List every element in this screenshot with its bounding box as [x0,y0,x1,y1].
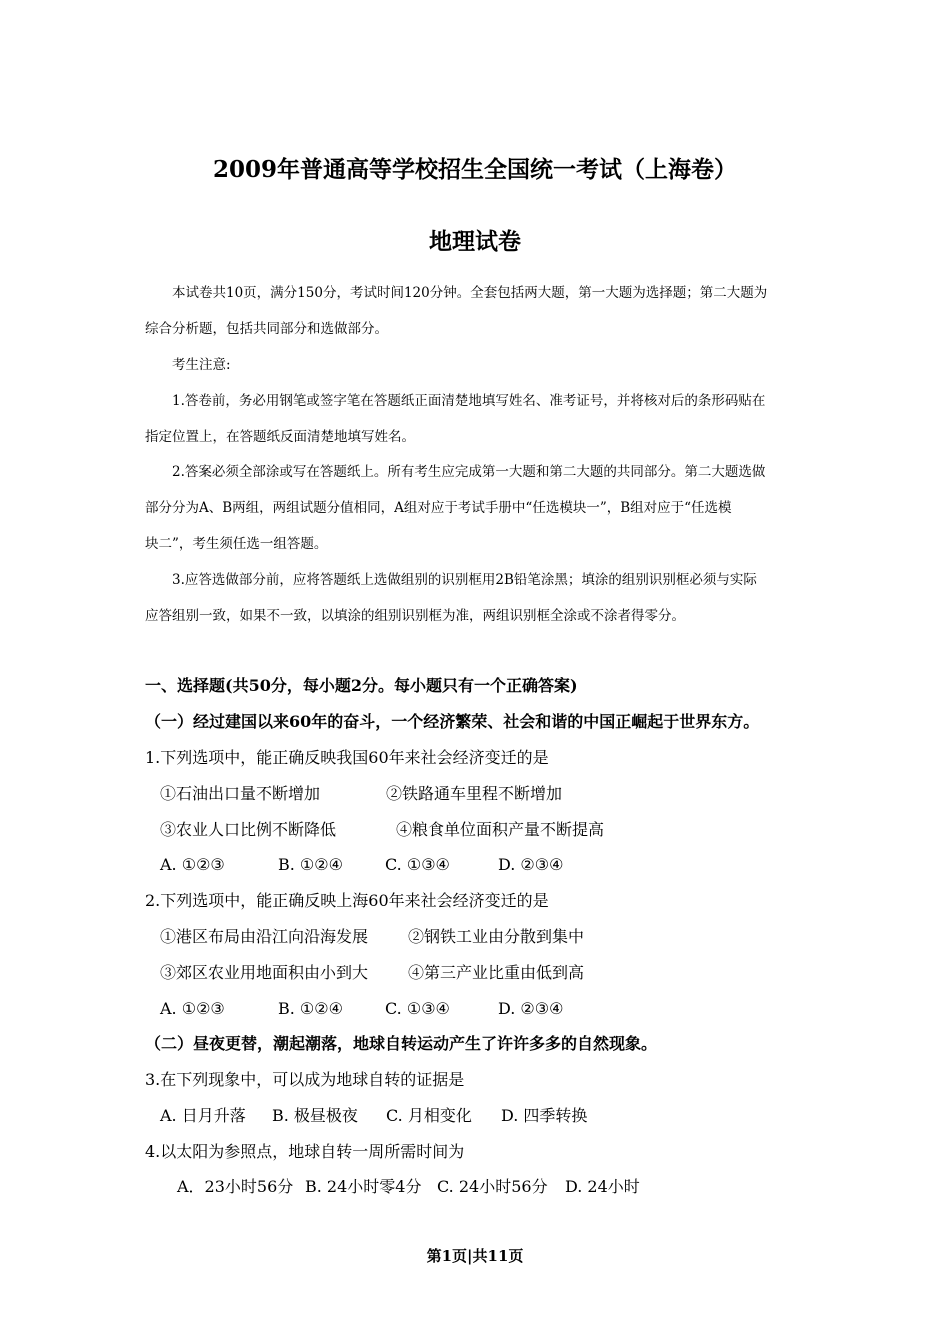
notice-item: 指定位置上，在答题纸反面清楚地填写姓名。 [145,429,415,445]
answer-option-b: B. ①②④ [278,999,343,1018]
statement-option: ①港区布局由沿江向沿海发展 [160,927,369,946]
answer-option-d: D. ②③④ [498,999,564,1018]
statement-option: ③郊区农业用地面积由小到大 [160,963,369,982]
notice-item: 2.答案必须全部涂或写在答题纸上。所有考生应完成第一大题和第二大题的共同部分。第二大题选做 [172,464,766,480]
exam-subtitle: 地理试卷 [429,228,521,255]
question-stem: 2.下列选项中，能正确反映上海60年来社会经济变迁的是 [145,891,549,910]
answer-option-b: B. 极昼极夜 [272,1106,358,1125]
statement-option: ①石油出口量不断增加 [160,784,321,803]
exam-title: 2009年普通高等学校招生全国统一考试（上海卷） [212,156,737,183]
statement-option: ④粮食单位面积产量不断提高 [396,820,605,839]
statement-option: ③农业人口比例不断降低 [160,820,337,839]
notice-item: 应答组别一致，如果不一致，以填涂的组别识别框为准，两组识别框全涂或不涂者得零分。 [145,608,685,624]
answer-option-d: D. ②③④ [498,855,564,874]
question-group-heading: （一）经过建国以来60年的奋斗，一个经济繁荣、社会和谐的中国正崛起于世界东方。 [145,712,760,731]
answer-option-a: A．23小时56分 [177,1177,294,1196]
question-stem: 4.以太阳为参照点，地球自转一周所需时间为 [145,1142,465,1161]
answer-option-a: A. 日月升落 [160,1106,246,1125]
notice-item: 部分分为A、B两组，两组试题分值相同，A组对应于考试手册中“任选模块一”，B组对应于“任选模 [145,500,732,516]
question-group-heading: （二）昼夜更替，潮起潮落，地球自转运动产生了许许多多的自然现象。 [145,1034,658,1053]
notice-item: 1.答卷前，务必用钢笔或签字笔在答题纸正面清楚地填写姓名、准考证号，并将核对后的条形码贴在 [172,393,766,409]
statement-option: ②铁路通车里程不断增加 [386,784,563,803]
intro-line: 本试卷共10页，满分150分，考试时间120分钟。全套包括两大题，第一大题为选择题；第二大题为 [172,285,768,301]
notice-item: 3.应答选做部分前，应将答题纸上选做组别的识别框用2B铅笔涂黑；填涂的组别识别框必须与实际 [172,572,757,588]
section-heading: 一、选择题(共50分，每小题2分。每小题只有一个正确答案) [145,676,578,695]
answer-option-a: A. ①②③ [160,999,225,1018]
answer-option-c: C. ①③④ [385,855,450,874]
statement-option: ②钢铁工业由分散到集中 [408,927,585,946]
question-stem: 3.在下列现象中，可以成为地球自转的证据是 [145,1070,465,1089]
statement-option: ④第三产业比重由低到高 [408,963,585,982]
answer-option-a: A. ①②③ [160,855,225,874]
answer-option-c: C. ①③④ [385,999,450,1018]
answer-option-c: C. 24小时56分 [437,1177,548,1196]
answer-option-d: D. 24小时 [565,1177,640,1196]
answer-option-b: B. 24小时零4分 [305,1177,422,1196]
intro-line: 综合分析题，包括共同部分和选做部分。 [145,321,388,337]
answer-option-c: C. 月相变化 [386,1106,472,1125]
notice-heading: 考生注意: [172,357,231,373]
answer-option-b: B. ①②④ [278,855,343,874]
question-stem: 1.下列选项中，能正确反映我国60年来社会经济变迁的是 [145,748,549,767]
answer-option-d: D. 四季转换 [501,1106,588,1125]
page-footer: 第1页|共11页 [426,1247,524,1265]
notice-item: 块二”，考生须任选一组答题。 [145,536,328,552]
